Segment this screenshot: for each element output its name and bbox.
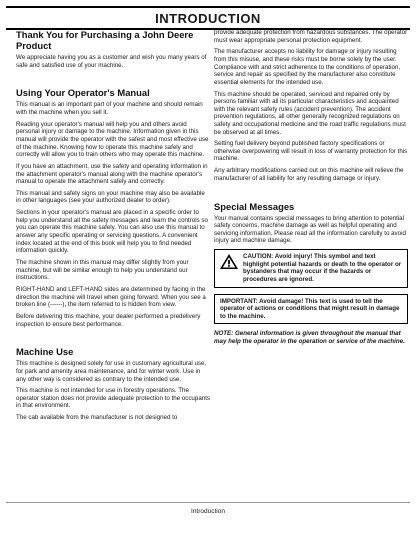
paragraph: The manufacturer accepts no liability for damage or injury resulting from this misuse, and these risks must be borne solely by the user. Compliance with and strict adherence to the conditions of operation, service and repair as specified by the manufacturer also constitute essential elements for the intended use. bbox=[214, 48, 401, 86]
paragraph: The cab available from the manufacturer is not designed to bbox=[16, 414, 178, 422]
paragraph: This machine is designed solely for use in customary agricultural use, for park and amenity area maintenance, and for winter work. Use in any other way is considered as contrary to the intended use. bbox=[16, 360, 207, 383]
paragraph: This machine should be operated, serviced and repaired only by persons familiar with all its particular characteristics and acquainted with the relevant safety rules (accident prevention). The accident prevention regulations, all other generally recognized regulations on safety and occupational medicine and the road traffic regulations must be observed at all times. bbox=[214, 90, 406, 136]
section-heading-thank-you: Thank You for Purchasing a John Deere Product bbox=[16, 29, 194, 51]
left-column bbox=[16, 29, 210, 426]
paragraph: This manual and safety signs on your machine may also be available in other languages (see your authorized dealer to order). bbox=[16, 189, 205, 205]
paragraph: If you have an attachment, use the safety and operating information in the attachment operator's manual along with the machine operator's manual to operate the attachment safely and correctly. bbox=[16, 162, 208, 186]
paragraph: We appreciate having you as a customer and wish you many years of safe and satisfied use of your machine. bbox=[16, 54, 207, 69]
section-heading-special-messages: Special Messages bbox=[214, 200, 295, 212]
paragraph: Your manual contains special messages to bring attention to potential safety concerns, machine damage as well as helpful operating and servicing information. Please read all the information carefully to avoid injury and machine damage. bbox=[214, 214, 406, 245]
caution-text: CAUTION: Avoid injury! This symbol and text highlight potential hazards or death to the operator or bystanders that may occur if the hazards or procedures are ignored. bbox=[243, 253, 402, 283]
warning-triangle-icon bbox=[219, 253, 239, 270]
page-footer: Introduction bbox=[191, 508, 225, 515]
paragraph: The machine shown in this manual may differ slightly from your machine, but will be similar enough to help you understand our instructions. bbox=[16, 259, 189, 282]
paragraph: Reading your operator's manual will help you and others avoid personal injury or damage to the machine. Information given in this manual will provide the operator with the safest and most effective use of the machine. Knowing how to operate this machine safely and correctly will allow you to train others who may operate this machine. bbox=[16, 120, 209, 159]
paragraph: RIGHT-HAND and LEFT-HAND sides are determined by facing in the direction the machine will travel when going forward. When you see a broken line (------), the item referred to is hidden from view. bbox=[16, 285, 206, 309]
paragraph: Sections in your operator's manual are placed in a specific order to help you understand all the safety messages and learn the controls so you can operate this machine safely. You can also use this manual to answer any specific operating or servicing questions. A convenient index located at the end of this book will help you to find needed information quickly. bbox=[16, 209, 208, 255]
page-header bbox=[6, 6, 410, 30]
page-title: INTRODUCTION bbox=[155, 10, 261, 26]
footer-divider bbox=[6, 502, 410, 503]
section-heading-manual: Using Your Operator's Manual bbox=[16, 87, 150, 99]
right-column bbox=[214, 29, 408, 346]
section-heading-machine-use: Machine Use bbox=[16, 346, 74, 358]
important-box: IMPORTANT: Avoid damage! This text is used to tell the operator of actions or conditions that might result in damage to the machine. bbox=[214, 294, 408, 325]
paragraph: This machine is not intended for use in forestry operations. The operator station does not provide adequate protection to the occupants in that environment. bbox=[16, 387, 211, 410]
paragraph-continuation: provide adequate protection from hazardous substances. The operator must wear appropriate personal protection equipment. bbox=[214, 29, 408, 44]
paragraph: Setting fuel delivery beyond published factory specifications or otherwise overpowering will result in loss of warranty protection for this machine. bbox=[214, 140, 408, 163]
paragraph: Before delivering this machine, your dealer performed a predelivery inspection to ensure best performance. bbox=[16, 312, 201, 328]
note-text: NOTE: General information is given throughout the manual that may help the operator in the operation or service of the machine. bbox=[214, 330, 405, 345]
caution-box bbox=[214, 249, 408, 287]
paragraph: This manual is an important part of your machine and should remain with the machine when you sell it. bbox=[16, 101, 203, 116]
paragraph: Any arbitrary modifications carried out on this machine will relieve the manufacturer of all liability for any resulting damage or injury. bbox=[214, 167, 404, 182]
